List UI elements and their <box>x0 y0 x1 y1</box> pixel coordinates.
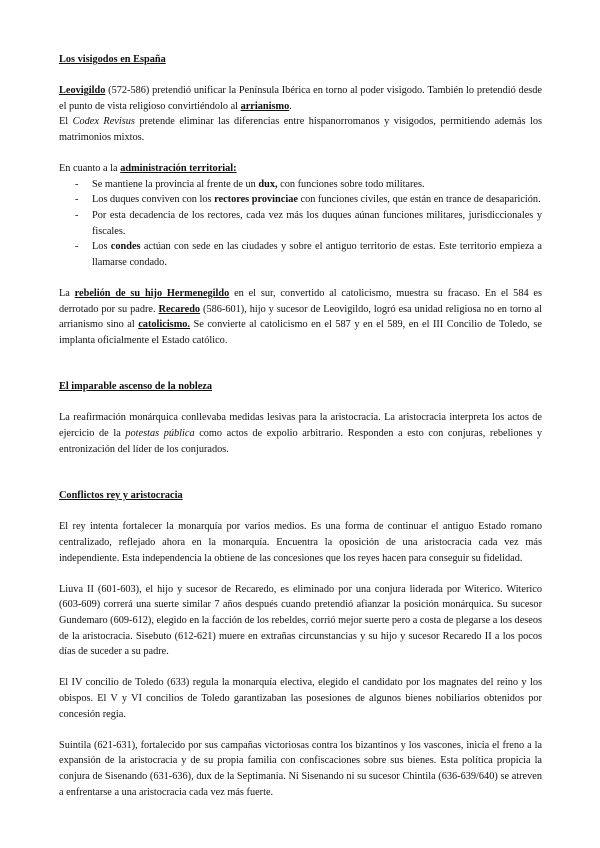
paragraph-concilio: El IV concilio de Toledo (633) regula la monarquía electiva, elegido el candidato por los magnates del reino y los obispos. El V y VI concilios de Toledo garantizaban las posesiones de algunos bienes nobiliarios obtenidos por concesión regia. <box>59 677 542 720</box>
term-dux: dux, <box>258 178 278 190</box>
text: (572-586) pretendió unificar la Península Ibérica en torno al poder visigodo. También lo pretendió desde el punto de vista religioso convirtiéndolo al <box>59 85 542 112</box>
term-rectores: rectores provinciae <box>214 194 298 206</box>
paragraph-admin-intro <box>59 161 542 177</box>
paragraph-leovigildo <box>59 83 542 114</box>
text: Los duques conviven con los <box>92 194 215 206</box>
paragraph-rey: El rey intenta fortalecer la monarquía por varios medios. Es una forma de continuar el antiguo Estado romano centralizado, reflejado ahora en la monarquía. Encuentra la oposición de una aristocracia cada vez más independiente. Esta independencia la obtiene de las concesiones que los reyes hacen para conseguir su fidelidad. <box>59 521 542 564</box>
text: Se mantiene la provincia al frente de un <box>92 178 259 190</box>
list-item <box>92 208 542 239</box>
admin-list <box>59 177 542 271</box>
term-recaredo: Recaredo <box>158 303 201 315</box>
heading-visigodos: Los visigodos en España <box>59 54 166 65</box>
term-rebelion: rebelión de su hijo Hermenegildo <box>74 287 230 299</box>
text: La <box>59 287 75 299</box>
text: Por esta decadencia de los rectores, cada vez más los duques aúnan funciones militares, jurisdiccionales y fiscales. <box>92 209 542 237</box>
text: Se convierte al catolicismo en el 587 y en el 589, en el III Concilio de Toledo, se implanta oficialmente el Estado católico. <box>59 319 542 346</box>
paragraph-hermenegildo <box>59 286 542 348</box>
term-codex-revisus: Codex Revisus <box>72 116 135 128</box>
text: como actos de expolio arbitrario. Responden a esto con conjuras, rebeliones y entronización del líder de los conjurados. <box>59 428 542 455</box>
term-administracion: administración territorial: <box>120 163 237 175</box>
text: con funciones sobre todo militares. <box>277 178 425 190</box>
list-item <box>92 192 542 208</box>
text: En cuanto a la <box>59 163 121 175</box>
term-condes: condes <box>110 241 141 253</box>
text: con funciones civiles, que están en trance de desaparición. <box>297 194 541 206</box>
document-page <box>59 52 542 800</box>
text: Los <box>92 241 111 253</box>
paragraph-liuva: Liuva II (601-603), el hijo y sucesor de Recaredo, es eliminado por una conjura liderada por Witerico. Witerico (603-609) correrá una suerte similar 7 años después cuando pretendió afianzar la posición monárquica. Su sucesor Gundemaro (609-612), elegido en la facción de los rebeldes, corrió mejor suerte pero a costa de plegarse a los deseos de la aristocracia. Sisebuto (612-621) muere en extrañas circunstancias y su hijo y sucesor Recaredo II a los pocos días de suceder a su padre. <box>59 583 542 658</box>
list-item <box>92 177 542 193</box>
term-potestas: potestas pública <box>125 428 195 440</box>
text: El <box>59 116 73 128</box>
heading-conflictos: Conflictos rey y aristocracia <box>59 490 183 502</box>
paragraph-suintila: Suintila (621-631), fortalecido por sus campañas victoriosas contra los bizantinos y los vascones, inicia el freno a la expansión de la aristocracia y de su propia familia con confiscaciones sobre sus bienes. Esta política propicia la conjura de Sisenando (631-636), dux de la Septimania. Ni Sisenando ni su sucesor Chintila (636-639/640) se atreven a enfrentarse a una aristocracia cada vez más fuerte. <box>59 739 542 798</box>
text: . <box>289 100 292 112</box>
term-catolicismo: catolicismo. <box>138 319 190 331</box>
heading-nobleza: El imparable ascenso de la nobleza <box>59 381 213 393</box>
text: pretende eliminar las diferencias entre hispanorromanos y visigodos, permitiendo además los matrimonios mixtos. <box>59 116 542 143</box>
paragraph-codex <box>59 114 542 145</box>
text: actúan con sede en las ciudades y sobre el antiguo territorio de estas. Este territorio empieza a llamarse condado. <box>92 241 542 268</box>
list-item <box>92 239 542 270</box>
text: (586-601), hijo y sucesor de Leovigildo, logró esa unidad religiosa no en torno al arrianismo sino al <box>59 303 542 331</box>
text: La reafirmación monárquica conllevaba medidas lesivas para la aristocracia. La aristocracia interpreta los actos de ejercicio de la <box>59 412 542 440</box>
term-arrianismo: arrianismo <box>240 100 290 112</box>
paragraph-reafirmacion <box>59 410 542 457</box>
text: en el sur, convertido al catolicismo, muestra su fracaso. En el 584 es derrotado por su padre. <box>59 287 543 315</box>
term-leovigildo: Leovigildo <box>59 85 106 97</box>
